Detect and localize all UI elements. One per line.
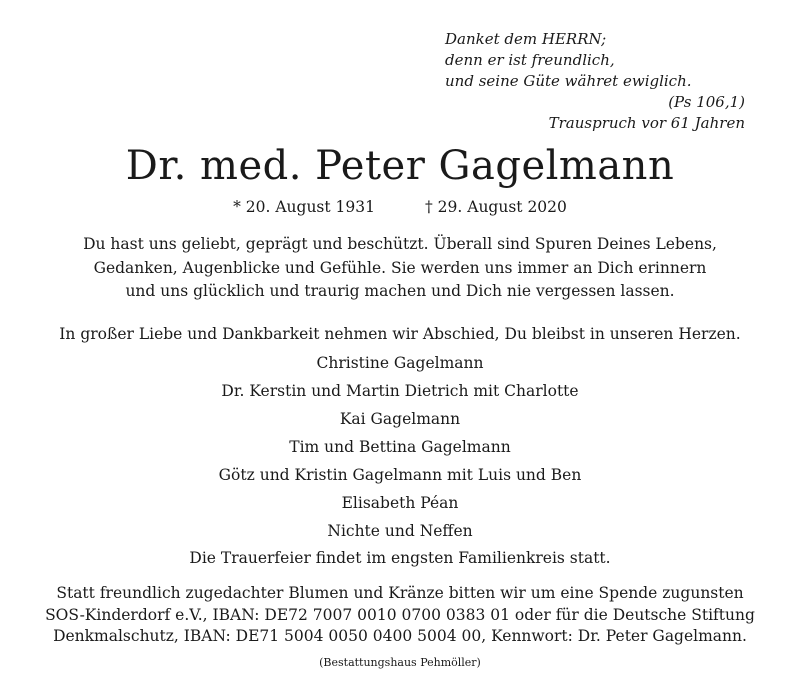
donation-line: SOS-Kinderdorf e.V., IBAN: DE72 7007 0010 0700 0383 01 oder für die Deutsche Stiftung: [45, 605, 755, 624]
mourner-name: Götz und Kristin Gagelmann mit Luis und Ben: [218, 466, 582, 484]
mourner-name: Nichte und Neffen: [327, 522, 473, 540]
mourner-name: Kai Gagelmann: [339, 410, 461, 428]
deceased-name: Dr. med. Peter Gagelmann: [125, 143, 675, 189]
mourner-name: Dr. Kerstin und Martin Dietrich mit Charlotte: [221, 382, 579, 400]
mourners-list: [0, 349, 800, 545]
verse-caption: Trauspruch vor 61 Jahren: [548, 114, 745, 132]
birth-date: * 20. August 1931: [233, 198, 375, 216]
funeral-home-credit: (Bestattungshaus Pehmöller): [319, 656, 481, 669]
ceremony-notice: Die Trauerfeier findet im engsten Familienkreis statt.: [189, 549, 611, 567]
verse-line: und seine Güte währet ewiglich.: [445, 72, 692, 90]
mourner-name: Elisabeth Péan: [341, 494, 459, 512]
mourner-name: Tim und Bettina Gagelmann: [289, 438, 511, 456]
mourner-name: Christine Gagelmann: [316, 354, 484, 372]
life-dates: [0, 197, 800, 217]
farewell-statement: In großer Liebe und Dankbarkeit nehmen wir Abschied, Du bleibst in unseren Herzen.: [59, 325, 741, 343]
memorial-text-line: Du hast uns geliebt, geprägt und beschützt. Überall sind Spuren Deines Lebens,: [83, 235, 717, 253]
death-date: † 29. August 2020: [425, 198, 567, 216]
donation-line: Statt freundlich zugedachter Blumen und Kränze bitten wir um eine Spende zugunsten: [56, 584, 744, 602]
verse-line: denn er ist freundlich,: [445, 51, 615, 69]
donation-line: Denkmalschutz, IBAN: DE71 5004 0050 0400 5004 00, Kennwort: Dr. Peter Gagelmann.: [53, 627, 747, 645]
verse-reference: (Ps 106,1): [668, 93, 745, 111]
memorial-text-line: und uns glücklich und traurig machen und Dich nie vergessen lassen.: [125, 282, 675, 300]
memorial-text-line: Gedanken, Augenblicke und Gefühle. Sie werden uns immer an Dich erinnern: [93, 258, 707, 277]
memorial-text: [0, 233, 800, 304]
bible-verse: [445, 29, 745, 134]
verse-line: Danket dem HERRN;: [445, 30, 607, 48]
donation-request: [0, 583, 800, 648]
